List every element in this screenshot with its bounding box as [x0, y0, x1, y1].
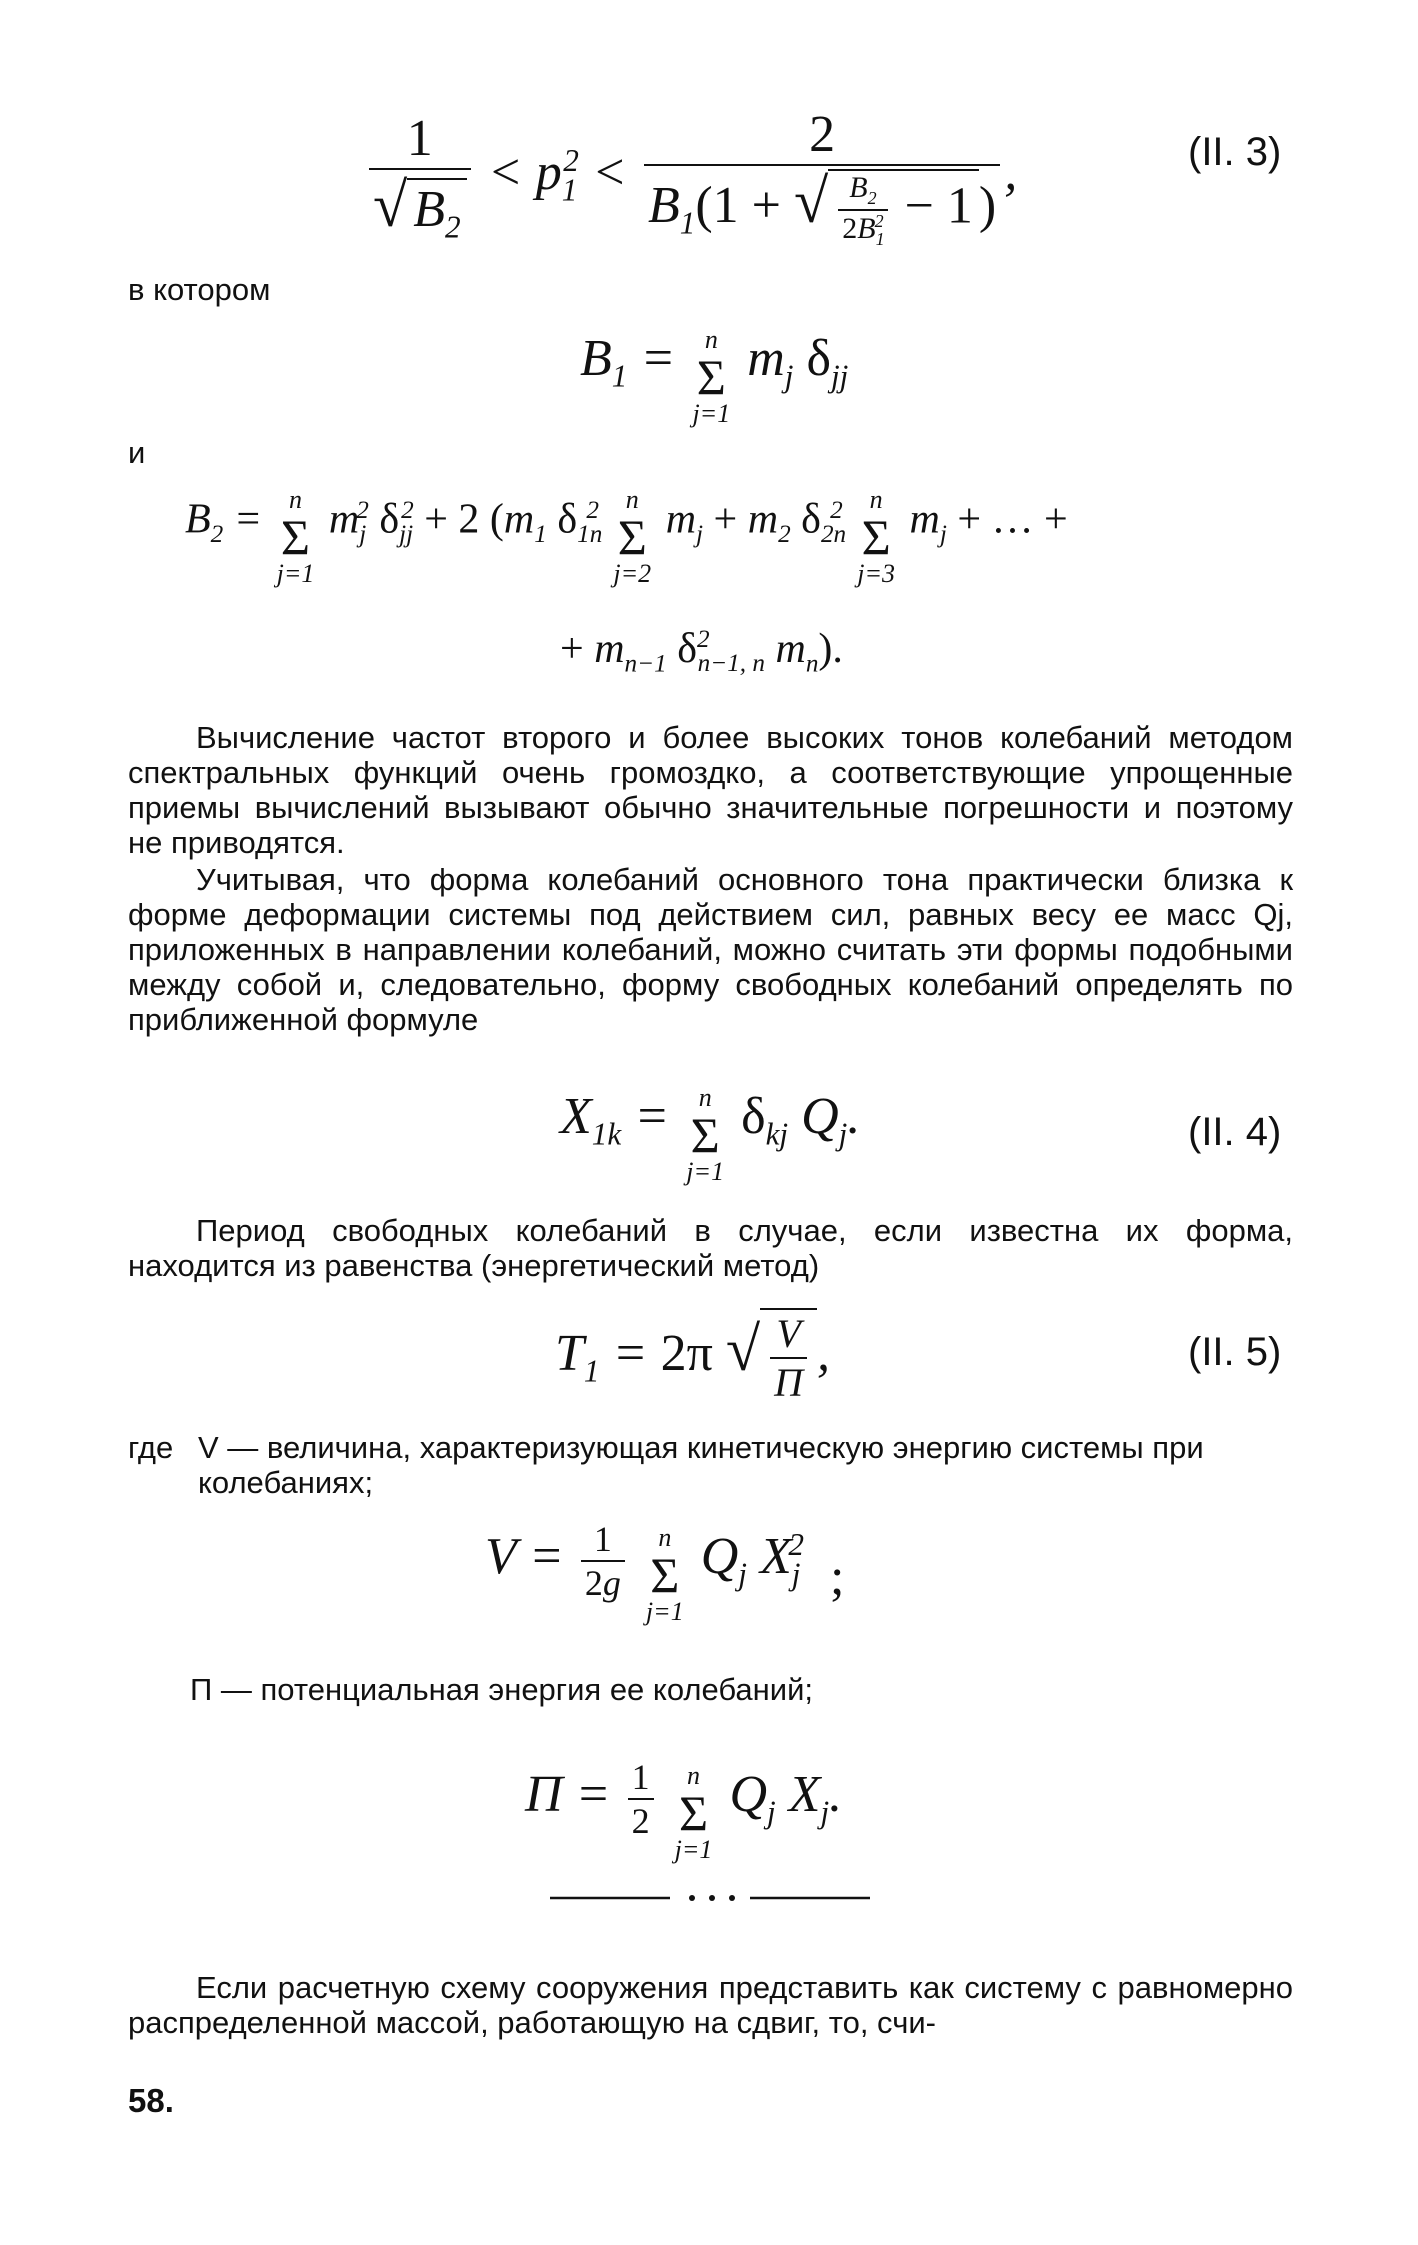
- paragraph-3: Период свободных колебаний в случае, если известна их форма, находится из равенства (энергетический метод): [128, 1213, 1293, 1283]
- b2-definition-continued: + $m_{n-1}$ $\delta^2_{n-1, n}$ $m_n$).: [560, 626, 843, 678]
- equation-number-II-5: (II. 5): [1188, 1330, 1282, 1374]
- v-definition-semicolon: ;: [830, 1549, 845, 1606]
- label-in-which: в котором: [128, 272, 271, 307]
- pi-definition: П = $\frac{1}{2}$ n Σ j=1 $Q_j$ $X_j$.: [525, 1757, 843, 1864]
- equation-II-5: $T_1 = 2\pi$ √ $\frac{V}{П}$ ,: [555, 1308, 830, 1406]
- paragraph-5: Если расчетную схему сооружения представить как систему с равномерно распределенной массой, работающую на сдвиг, то, счи-: [128, 1970, 1293, 2040]
- label-and: и: [128, 435, 146, 470]
- v-definition: V = $\frac{1}{2g}$ n Σ j=1 $Q_j$ $X_j^2$: [485, 1519, 804, 1626]
- b1-definition: $B_1$ = n Σ j=1 $m_j$ $\delta_{jj}$: [580, 325, 849, 428]
- equation-number-II-3: (II. 3): [1188, 130, 1282, 174]
- section-separator: [540, 1888, 880, 1908]
- paragraph-1: Вычисление частот второго и более высоких тонов колебаний методом спектральных функций очень громоздко, а соответствующие упрощенные приемы вычислений вызывают обычно значительные погрешности и поэтому не приводятся.: [128, 720, 1293, 860]
- potential-energy-label: П — потенциальная энергия ее колебаний;: [190, 1672, 814, 1707]
- paragraph-2: Учитывая, что форма колебаний основного тона практически близка к форме деформации системы под действием сил, равных весу ее масс Qj, приложенных в направлении колебаний, можно считать эти формы подобными между собой и, следовательно, форму свободных колебаний определять по приближенной формуле: [128, 862, 1293, 1037]
- equation-II-4: $X_{1k}$ = n Σ j=1 $\delta_{kj}$ $Q_j$.: [560, 1083, 861, 1186]
- equation-II-3: $\frac{1}{√ B_2}$ < $p_1^2$ < 2 $B_1(1$ + √ $\frac{B_2}{2B_1^2}$ − 1 ) ,: [365, 105, 1017, 250]
- equation-number-II-4: (II. 4): [1188, 1110, 1282, 1154]
- paragraph-4: V — величина, характеризующая кинетическую энергию системы при колебаниях;: [198, 1430, 1204, 1500]
- label-where: где: [128, 1430, 174, 1465]
- b2-definition: $B_2$ = n Σ j=1 $m_j^2$ $\delta_{jj}^2 + 2$ ($m_1$ $\delta_{1n}^2$ n Σ j=2 $m_j + m_2$ $\delta_{2n}^2$ n Σ j=3 $m_j$ + … +: [185, 485, 1068, 588]
- page-number: 58.: [128, 2082, 174, 2119]
